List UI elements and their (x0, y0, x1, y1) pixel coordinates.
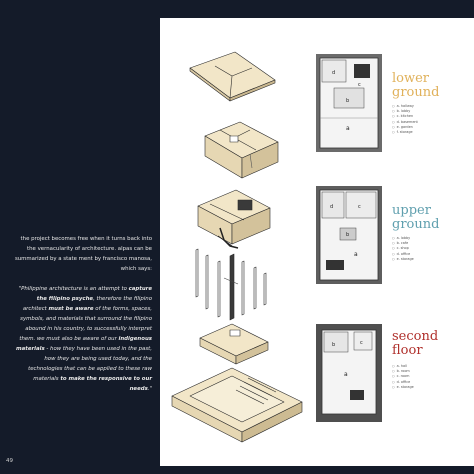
upper-ground-plan (310, 180, 450, 290)
room-label-d: d (330, 204, 334, 210)
base-layer (172, 368, 302, 442)
room-label-c: c (358, 204, 361, 210)
page-number: 49 (6, 458, 13, 464)
lower-ground-legend: ○ a. hallway ○ b. lobby ○ c. kitchen ○ d. basement ○ e. garden ○ f. storage (392, 104, 418, 135)
room-label-b: b (332, 342, 336, 348)
upper-ground-title: upper ground (392, 203, 440, 232)
second-floor-plan-drawing (310, 318, 388, 428)
room-label-c: c (358, 82, 361, 88)
room-label-b: b (346, 98, 350, 104)
lower-ground-layer (205, 122, 278, 178)
room-label-a: a (346, 125, 350, 132)
second-floor-legend: ○ a. hall ○ b. room ○ c. room ○ d. office ○ e. storage (392, 364, 414, 390)
intro-paragraph: the project becomes free when it turns back into the vernacularity of architecture. alpas can be summarized by a state ment by francisco manosa, which says: (14, 236, 152, 272)
room-label-d: d (332, 70, 336, 76)
columns-layer (196, 249, 266, 320)
body-text (14, 234, 152, 394)
room-label-a: a (354, 251, 358, 258)
lower-ground-plan-drawing (310, 48, 388, 158)
second-floor-layer (200, 324, 268, 364)
room-label-c: c (360, 340, 363, 346)
lower-ground-title: lower ground (392, 71, 440, 100)
room-label-b: b (346, 232, 350, 238)
upper-ground-layer (198, 190, 270, 248)
second-floor-title: second floor (392, 329, 439, 358)
drawing-panel (160, 18, 474, 466)
exploded-axonometric (160, 18, 310, 466)
room-label-a: a (344, 371, 348, 378)
upper-ground-plan-drawing (310, 180, 388, 290)
quote-paragraph: "Philippine architecture is an attempt to capture the filipino psyche, therefore the filipino architect must be aware of the forms, spaces, symbols, and materials that surround the filipino abound in his country, to successfully interpret them. we must also be aware of our indigenous materials - how they have been used in the past, how they are being used today, and the technologies that can be applied to these raw materials to make the responsive to our needs." (15, 286, 152, 392)
roof-layer (190, 52, 275, 101)
lower-ground-plan (310, 48, 450, 158)
upper-ground-legend: ○ a. lobby ○ b. cafe ○ c. shop ○ d. office ○ e. storage (392, 236, 414, 262)
